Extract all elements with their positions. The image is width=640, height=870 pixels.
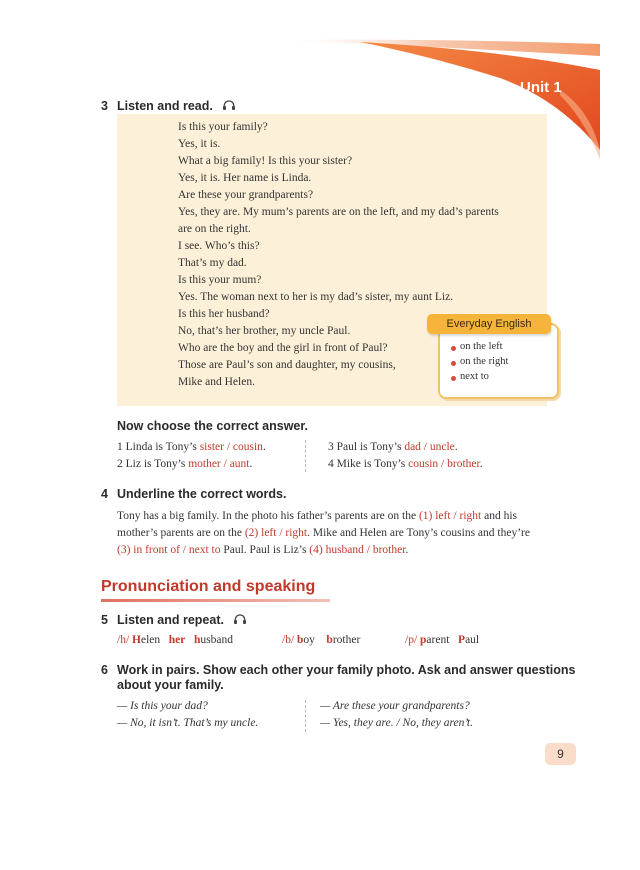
choice-item: 3 Paul is Tony’s dad / uncle. bbox=[328, 441, 458, 453]
choice-item: 4 Mike is Tony’s cousin / brother. bbox=[328, 458, 483, 470]
bullet-icon bbox=[451, 376, 456, 381]
headphones-icon[interactable] bbox=[233, 613, 247, 625]
exercise-number: 6 bbox=[101, 663, 108, 677]
column-divider bbox=[305, 700, 306, 732]
page-number: 9 bbox=[545, 743, 576, 765]
exercise-number: 4 bbox=[101, 487, 108, 501]
choose-title: Now choose the correct answer. bbox=[117, 419, 309, 433]
word-choice[interactable]: (4) husband / brother bbox=[309, 544, 406, 556]
exercise-3-title-text: Listen and read. bbox=[117, 99, 213, 113]
paragraph-line: (3) in front of / next to Paul. Paul is Liz’s (4) husband / brother. bbox=[117, 544, 409, 556]
choice-item: 1 Linda is Tony’s sister / cousin. bbox=[117, 441, 266, 453]
section-heading: Pronunciation and speaking bbox=[101, 578, 316, 595]
bullet-icon bbox=[451, 346, 456, 351]
choice-option[interactable]: mother / aunt bbox=[188, 458, 250, 470]
choice-option[interactable]: dad / uncle bbox=[404, 441, 455, 453]
column-divider bbox=[305, 440, 306, 472]
exercise-6-title-line2: about your family. bbox=[117, 678, 224, 692]
conversation-line: — Are these your grandparents? bbox=[320, 700, 470, 712]
word-choice[interactable]: (2) left / right bbox=[244, 527, 308, 539]
exercise-4-title-text: Underline the correct words. bbox=[117, 487, 287, 501]
everyday-english-title: Everyday English bbox=[427, 314, 551, 334]
everyday-english-item: on the left bbox=[460, 341, 503, 352]
headphones-icon[interactable] bbox=[222, 99, 236, 111]
conversation-line: — Yes, they are. / No, they aren’t. bbox=[320, 717, 473, 729]
exercise-5-title bbox=[101, 613, 247, 627]
paragraph-line: Tony has a big family. In the photo his father’s parents are on the (1) left / right and his bbox=[117, 510, 518, 522]
conversation-line: — No, it isn’t. That’s my uncle. bbox=[117, 717, 259, 729]
exercise-5-title-text: Listen and repeat. bbox=[117, 613, 224, 627]
everyday-english-item: next to bbox=[460, 371, 489, 382]
phonics-group-h: /h/ Helen her husband bbox=[117, 634, 233, 646]
conversation-line: — Is this your dad? bbox=[117, 700, 208, 712]
dialogue-box: Is this your family? Yes, it is. What a big family! Is this your sister? Yes, it is. Her name is Linda. Are these your grandparents? Yes, they are. My mum’s parents are on the left, and my dad’s parents are on the right. I see. Who’s this? That’s my dad. Is this your mum? Yes. The woman next to her is my dad’s sister, my aunt Liz. Is this her husband? No, that’s her brother, my uncle Paul. Who are the boy and the girl in front of Paul? Those are Paul’s son and daughter, my cousins, Mike and Helen. bbox=[117, 114, 547, 406]
bullet-icon bbox=[451, 361, 456, 366]
exercise-number: 5 bbox=[101, 613, 108, 627]
word-choice[interactable]: (1) left / right bbox=[418, 510, 482, 522]
choice-option[interactable]: sister / cousin bbox=[199, 441, 263, 453]
exercise-number: 3 bbox=[101, 99, 108, 113]
paragraph-line: mother’s parents are on the (2) left / right. Mike and Helen are Tony’s cousins and they’re bbox=[117, 527, 530, 539]
exercise-6-title-text: Work in pairs. Show each other your family photo. Ask and answer questions bbox=[117, 663, 576, 677]
unit-label: Unit 1 bbox=[520, 79, 562, 96]
phonics-group-b: /b/ boy brother bbox=[282, 634, 361, 646]
exercise-6-title bbox=[101, 663, 575, 677]
heading-underline bbox=[101, 599, 330, 602]
exercise-4-title bbox=[101, 487, 286, 501]
exercise-3-title bbox=[101, 99, 236, 113]
word-choice[interactable]: (3) in front of / next to bbox=[117, 544, 221, 556]
phonics-group-p: /p/ parent Paul bbox=[405, 634, 480, 646]
choice-item: 2 Liz is Tony’s mother / aunt. bbox=[117, 458, 253, 470]
everyday-english-item: on the right bbox=[460, 356, 509, 367]
choice-option[interactable]: cousin / brother bbox=[408, 458, 480, 470]
